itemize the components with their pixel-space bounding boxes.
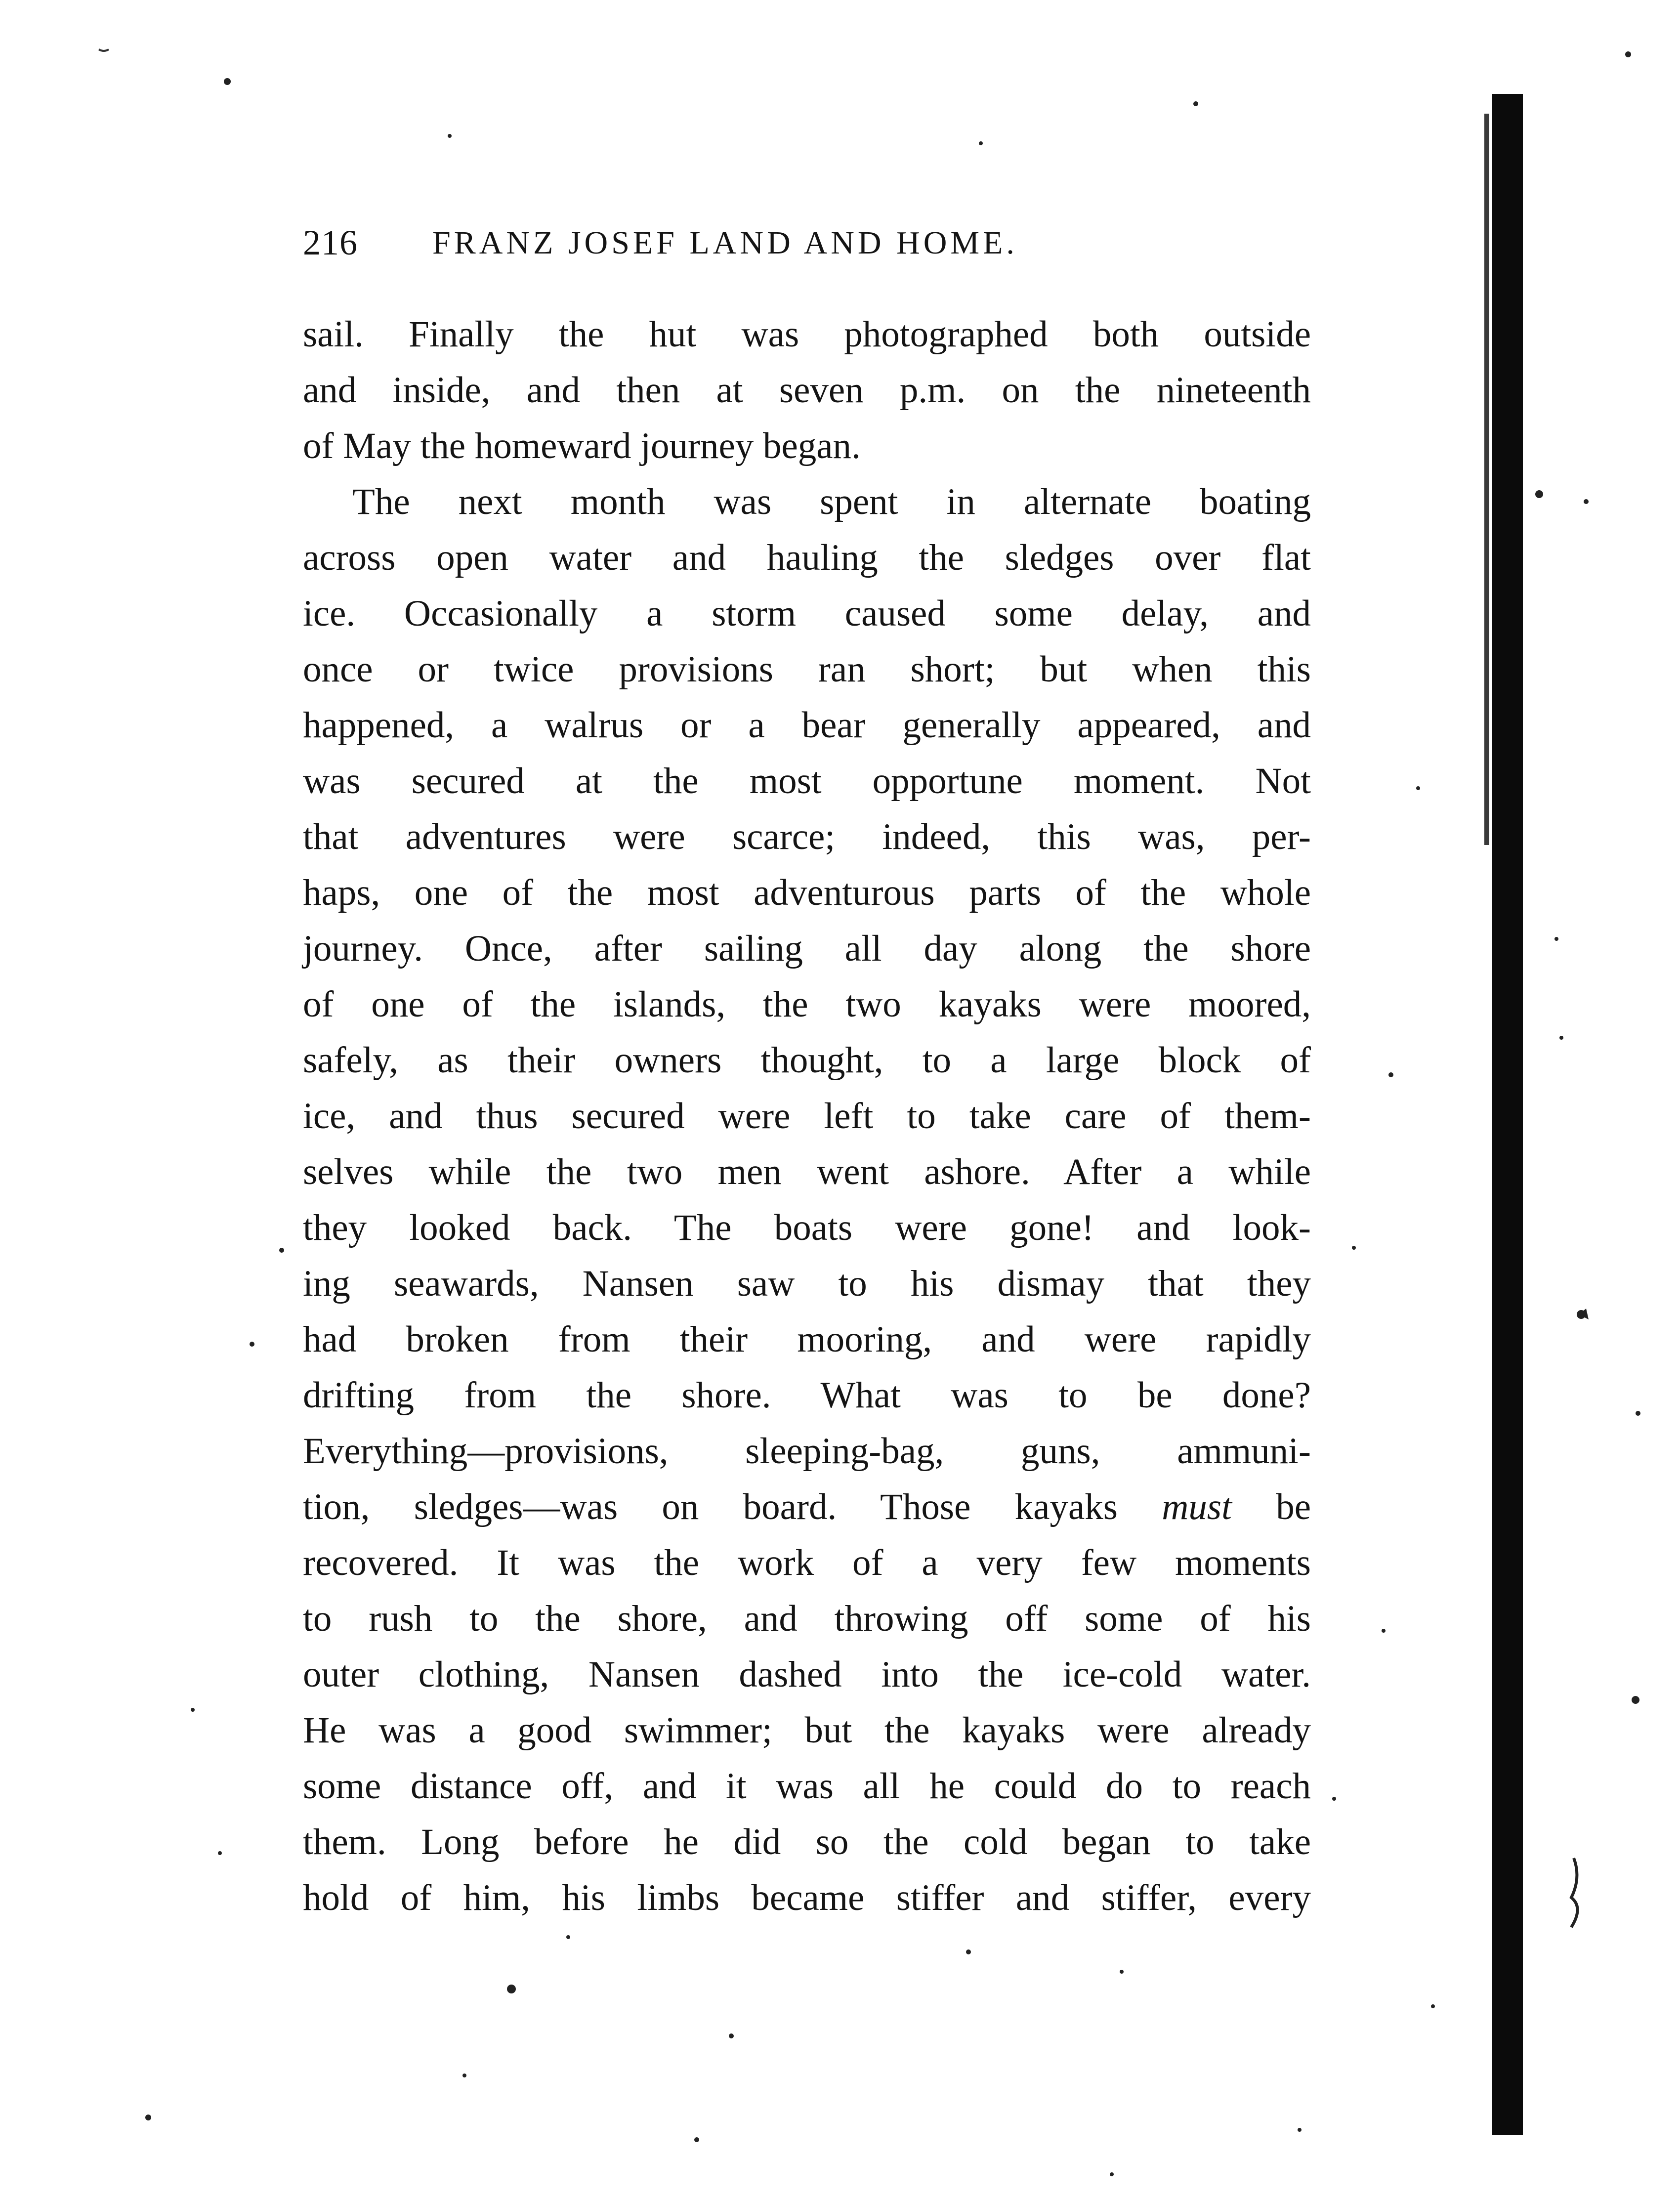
text-line: to rush to the shore, and throwing off some of his <box>303 1598 1311 1639</box>
text-fragment: be <box>1276 1486 1311 1527</box>
body-text <box>303 306 1311 1926</box>
text-line <box>303 1479 1311 1535</box>
text-line: journey. Once, after sailing all day along the shore <box>303 928 1311 969</box>
text-line: some distance off, and it was all he could do to reach <box>303 1766 1311 1807</box>
page-number: 216 <box>303 223 358 262</box>
text-line: across open water and hauling the sledges over flat <box>303 537 1311 578</box>
text-line: haps, one of the most adventurous parts of the whole <box>303 872 1311 913</box>
text-line: The next month was spent in alternate boating <box>352 481 1311 522</box>
emphasis-word: must <box>1162 1486 1232 1527</box>
text-line: recovered. It was the work of a very few moments <box>303 1542 1311 1583</box>
text-line: Everything—provisions, sleeping-bag, guns, ammuni- <box>303 1431 1311 1472</box>
text-line: of one of the islands, the two kayaks were moored, <box>303 984 1311 1025</box>
text-line: them. Long before he did so the cold began to take <box>303 1821 1311 1862</box>
text-line: outer clothing, Nansen dashed into the ice-cold water. <box>303 1654 1311 1695</box>
text-line: hold of him, his limbs became stiffer and stiffer, every <box>303 1877 1311 1918</box>
text-line: sail. Finally the hut was photographed both outside <box>303 314 1311 355</box>
text-line: once or twice provisions ran short; but when this <box>303 649 1311 690</box>
text-line: was secured at the most opportune moment. Not <box>303 761 1311 802</box>
text-line: they looked back. The boats were gone! and look- <box>303 1207 1311 1248</box>
text-line: ing seawards, Nansen saw to his dismay that they <box>303 1263 1311 1304</box>
running-title: FRANZ JOSEF LAND AND HOME. <box>432 225 1018 261</box>
text-line: had broken from their mooring, and were rapidly <box>303 1319 1311 1360</box>
text-line: happened, a walrus or a bear generally appeared, and <box>303 705 1311 746</box>
text-line: and inside, and then at seven p.m. on the nineteenth <box>303 370 1311 411</box>
text-fragment: tion, sledges—was on board. Those kayaks <box>303 1486 1118 1527</box>
text-line: drifting from the shore. What was to be done? <box>303 1375 1311 1416</box>
text-line: He was a good swimmer; but the kayaks were already <box>303 1710 1311 1751</box>
text-line: safely, as their owners thought, to a large block of <box>303 1040 1311 1081</box>
text-line: of May the homeward journey began. <box>303 425 861 466</box>
text-line: selves while the two men went ashore. After a while <box>303 1151 1311 1192</box>
text-line: ice, and thus secured were left to take care of them- <box>303 1096 1311 1137</box>
text-line: ice. Occasionally a storm caused some delay, and <box>303 593 1311 634</box>
running-head <box>303 217 1311 272</box>
text-line: that adventures were scarce; indeed, this was, per- <box>303 816 1311 857</box>
